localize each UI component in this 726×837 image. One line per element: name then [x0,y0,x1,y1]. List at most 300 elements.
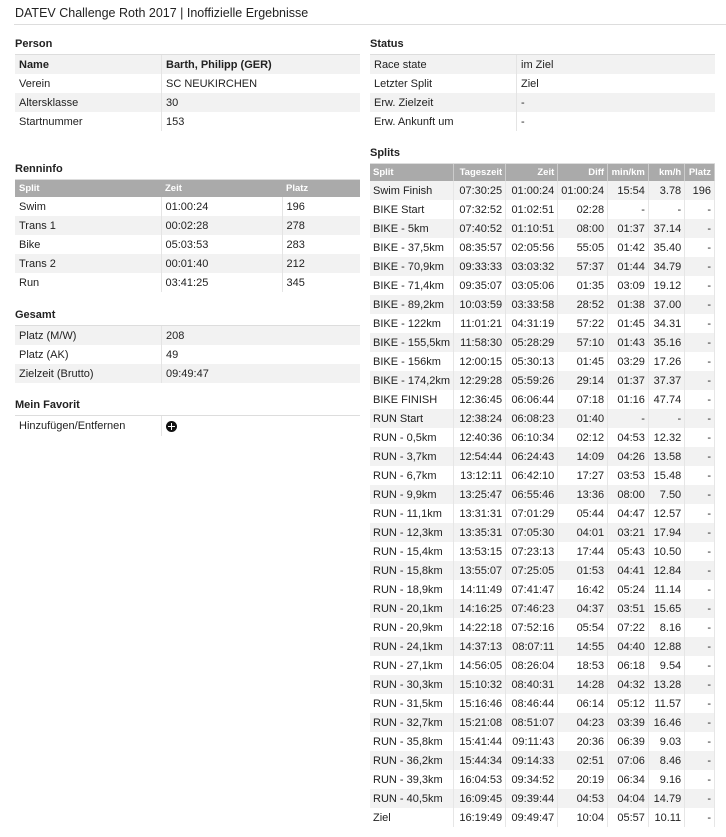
splits-cell: 17.94 [648,523,684,542]
splits-cell: 57:10 [558,333,608,352]
splits-cell: 04:53 [608,428,649,447]
splits-cell: 13:12:11 [454,466,506,485]
splits-cell: 08:07:11 [506,637,558,656]
splits-row [370,238,715,257]
splits-cell: 08:46:44 [506,694,558,713]
splits-cell: 03:51 [608,599,649,618]
splits-cell: 05:28:29 [506,333,558,352]
splits-cell: 37.00 [648,295,684,314]
renninfo-cell: Run [15,273,161,292]
splits-cell: 14.79 [648,789,684,808]
splits-cell: BIKE FINISH [370,390,454,409]
splits-cell: 10.11 [648,808,684,827]
splits-row [370,656,715,675]
person-row [15,93,360,112]
splits-cell: 05:54 [558,618,608,637]
status-value: Ziel [521,77,539,90]
splits-cell: 9.03 [648,732,684,751]
splits-cell: 05:44 [558,504,608,523]
splits-cell: 07:46:23 [506,599,558,618]
plus-circle-icon[interactable] [166,421,177,432]
splits-row [370,428,715,447]
splits-row [370,333,715,352]
renninfo-section [15,159,360,292]
splits-cell: 10:03:59 [454,295,506,314]
person-label: Verein [15,74,162,93]
splits-cell: 37.37 [648,371,684,390]
splits-cell: 16.46 [648,713,684,732]
renninfo-row [15,254,360,273]
splits-row [370,314,715,333]
splits-cell: - [685,238,715,257]
splits-cell: 12:38:24 [454,409,506,428]
splits-cell: - [685,618,715,637]
renninfo-cell: Bike [15,235,161,254]
splits-cell: 15:44:34 [454,751,506,770]
splits-cell: - [685,409,715,428]
splits-cell: 06:24:43 [506,447,558,466]
splits-cell: BIKE - 156km [370,352,454,371]
splits-cell: 14:37:13 [454,637,506,656]
splits-cell: 47.74 [648,390,684,409]
splits-cell: RUN - 32,7km [370,713,454,732]
splits-cell: 29:14 [558,371,608,390]
splits-cell: RUN - 0,5km [370,428,454,447]
favorit-table [15,416,360,436]
splits-cell: 55:05 [558,238,608,257]
splits-cell: 06:10:34 [506,428,558,447]
splits-row [370,599,715,618]
splits-cell: 05:43 [608,542,649,561]
gesamt-section [15,305,360,383]
splits-cell: 15:10:32 [454,675,506,694]
splits-cell: 8.16 [648,618,684,637]
splits-cell: 19.12 [648,276,684,295]
title-divider [14,24,726,25]
splits-cell: 05:59:26 [506,371,558,390]
splits-cell: BIKE - 71,4km [370,276,454,295]
splits-row [370,751,715,770]
splits-cell: 20:19 [558,770,608,789]
splits-cell: 18:53 [558,656,608,675]
splits-row [370,219,715,238]
splits-cell: 03:33:58 [506,295,558,314]
splits-cell: - [685,694,715,713]
splits-cell: RUN - 20,9km [370,618,454,637]
splits-cell: 14:22:18 [454,618,506,637]
splits-cell: 08:51:07 [506,713,558,732]
gesamt-row [15,345,360,364]
splits-cell: 07:01:29 [506,504,558,523]
splits-col-diff: Diff [558,164,608,181]
splits-cell: 01:44 [608,257,649,276]
splits-cell: 09:11:43 [506,732,558,751]
gesamt-table [15,326,360,383]
splits-row [370,675,715,694]
splits-cell: 01:02:51 [506,200,558,219]
splits-row [370,542,715,561]
splits-cell: RUN - 31,5km [370,694,454,713]
splits-cell: BIKE - 89,2km [370,295,454,314]
splits-cell: - [685,637,715,656]
splits-cell: - [685,219,715,238]
splits-cell: - [685,428,715,447]
splits-cell: 12.57 [648,504,684,523]
splits-cell: - [608,409,649,428]
splits-cell: 11:01:21 [454,314,506,333]
splits-cell: 06:39 [608,732,649,751]
splits-cell: - [685,656,715,675]
splits-cell: 01:00:24 [558,181,608,200]
splits-cell: - [685,257,715,276]
splits-row [370,447,715,466]
splits-cell: - [608,200,649,219]
splits-cell: 01:38 [608,295,649,314]
gesamt-value: 49 [166,348,179,361]
splits-cell: 14:11:49 [454,580,506,599]
splits-row [370,257,715,276]
splits-cell: BIKE - 70,9km [370,257,454,276]
splits-col-tageszeit: Tageszeit [454,164,506,181]
status-row [370,93,715,112]
splits-cell: 01:45 [558,352,608,371]
splits-cell: - [685,295,715,314]
splits-cell: - [685,732,715,751]
splits-cell: 15:16:46 [454,694,506,713]
splits-cell: 04:47 [608,504,649,523]
splits-cell: 14:56:05 [454,656,506,675]
splits-row [370,808,715,827]
splits-cell: 13.28 [648,675,684,694]
gesamt-label: Platz (AK) [15,345,162,364]
gesamt-label: Zielzeit (Brutto) [15,364,162,383]
splits-cell: 03:05:06 [506,276,558,295]
status-value: - [521,115,525,128]
splits-row [370,561,715,580]
splits-cell: RUN - 9,9km [370,485,454,504]
splits-cell: 12.84 [648,561,684,580]
splits-cell: 37.14 [648,219,684,238]
splits-cell: - [685,523,715,542]
splits-cell: 17:44 [558,542,608,561]
renninfo-cell: 03:41:25 [161,273,282,292]
person-row [15,112,360,131]
status-row [370,74,715,93]
splits-cell: 15.65 [648,599,684,618]
splits-cell: 11.14 [648,580,684,599]
renninfo-table [15,180,360,292]
status-label: Letzter Split [370,74,517,93]
splits-row [370,371,715,390]
splits-cell: 07:32:52 [454,200,506,219]
person-value: 30 [162,93,361,112]
splits-cell: 06:06:44 [506,390,558,409]
status-value: - [517,93,716,112]
splits-cell: 04:04 [608,789,649,808]
renninfo-cell: 00:02:28 [161,216,282,235]
renninfo-col-split: Split [15,180,161,197]
person-row [15,55,360,74]
splits-cell: 13:25:47 [454,485,506,504]
splits-cell: 28:52 [558,295,608,314]
splits-cell: RUN - 18,9km [370,580,454,599]
splits-cell: 09:34:52 [506,770,558,789]
favorit-label: Hinzufügen/Entfernen [15,416,162,436]
splits-cell: - [685,751,715,770]
splits-cell: 07:06 [608,751,649,770]
splits-row [370,580,715,599]
splits-cell: 12.88 [648,637,684,656]
splits-cell: 01:10:51 [506,219,558,238]
splits-cell: - [648,200,684,219]
person-value: 153 [166,115,185,128]
gesamt-row [15,364,360,383]
splits-cell: 10.50 [648,542,684,561]
splits-cell: 15:41:44 [454,732,506,751]
splits-cell: 01:16 [608,390,649,409]
splits-cell: 34.31 [648,314,684,333]
splits-cell: 35.16 [648,333,684,352]
splits-cell: - [685,314,715,333]
person-label: Startnummer [15,112,162,131]
splits-cell: 14:09 [558,447,608,466]
splits-cell: 12.32 [648,428,684,447]
splits-cell: 04:41 [608,561,649,580]
splits-cell: RUN - 12,3km [370,523,454,542]
splits-cell: 11:58:30 [454,333,506,352]
renninfo-cell: 345 [286,276,305,289]
splits-cell: 07:25:05 [506,561,558,580]
splits-cell: 57:37 [558,257,608,276]
splits-row [370,181,715,200]
splits-cell: 34.79 [648,257,684,276]
splits-cell: 04:37 [558,599,608,618]
splits-cell: 20:36 [558,732,608,751]
splits-cell: 04:40 [608,637,649,656]
splits-cell: - [685,713,715,732]
splits-cell: - [685,808,715,827]
renninfo-cell: 283 [286,238,305,251]
splits-cell: RUN - 24,1km [370,637,454,656]
splits-cell: - [685,333,715,352]
person-label: Name [15,55,162,74]
renninfo-cell: 212 [282,254,360,273]
splits-cell: 05:12 [608,694,649,713]
splits-cell: RUN - 11,1km [370,504,454,523]
splits-col-zeit: Zeit [506,164,558,181]
splits-cell: - [685,371,715,390]
splits-cell: RUN - 3,7km [370,447,454,466]
splits-cell: 08:40:31 [506,675,558,694]
splits-cell: 07:52:16 [506,618,558,637]
splits-cell: - [685,447,715,466]
renninfo-cell: Trans 1 [15,216,161,235]
splits-cell: 17.26 [648,352,684,371]
splits-cell: 06:18 [608,656,649,675]
splits-cell: 08:26:04 [506,656,558,675]
splits-cell: 04:32 [608,675,649,694]
splits-cell: RUN - 6,7km [370,466,454,485]
splits-cell: RUN - 15,4km [370,542,454,561]
splits-cell: 57:22 [558,314,608,333]
splits-cell: 09:35:07 [454,276,506,295]
splits-row [370,618,715,637]
person-row [15,74,360,93]
splits-cell: 08:00 [608,485,649,504]
person-table [15,55,360,131]
splits-cell: 03:29 [608,352,649,371]
status-label: Race state [370,55,517,74]
splits-row [370,770,715,789]
splits-cell: Ziel [370,808,454,827]
splits-cell: 196 [685,181,715,200]
page-title: DATEV Challenge Roth 2017 | Inoffizielle Ergebnisse [15,6,309,20]
splits-cell: 09:49:47 [506,808,558,827]
splits-row [370,732,715,751]
renninfo-col-platz: Platz [282,180,360,197]
splits-cell: RUN - 15,8km [370,561,454,580]
splits-row [370,485,715,504]
renninfo-cell: 00:01:40 [161,254,282,273]
splits-cell: 03:03:32 [506,257,558,276]
splits-cell: 04:23 [558,713,608,732]
splits-cell: 09:33:33 [454,257,506,276]
splits-cell: 14:28 [558,675,608,694]
renninfo-cell: Trans 2 [15,254,161,273]
splits-cell: 06:42:10 [506,466,558,485]
splits-cell: 01:37 [608,219,649,238]
splits-cell: 12:40:36 [454,428,506,447]
splits-col-km-h: km/h [648,164,684,181]
splits-cell: 06:08:23 [506,409,558,428]
splits-cell: RUN - 39,3km [370,770,454,789]
splits-cell: RUN Start [370,409,454,428]
splits-row [370,789,715,808]
person-value: SC NEUKIRCHEN [166,77,258,90]
splits-heading: Splits [370,143,715,164]
splits-cell: - [685,542,715,561]
renninfo-cell: 01:00:24 [161,197,282,216]
splits-cell: 16:42 [558,580,608,599]
splits-row [370,694,715,713]
splits-cell: - [685,200,715,219]
splits-cell: 16:19:49 [454,808,506,827]
splits-row [370,523,715,542]
favorit-section [15,395,360,436]
splits-cell: 01:53 [558,561,608,580]
renninfo-row [15,197,360,216]
status-value: im Ziel [517,55,716,74]
splits-cell: 9.54 [648,656,684,675]
splits-cell: 08:00 [558,219,608,238]
splits-cell: - [685,580,715,599]
splits-cell: 17:27 [558,466,608,485]
splits-cell: 13:55:07 [454,561,506,580]
splits-cell: 02:28 [558,200,608,219]
status-label: Erw. Ankunft um [370,112,517,131]
splits-cell: 12:29:28 [454,371,506,390]
splits-cell: BIKE - 155,5km [370,333,454,352]
splits-cell: - [685,770,715,789]
splits-cell: RUN - 40,5km [370,789,454,808]
splits-cell: 13:53:15 [454,542,506,561]
splits-cell: 07:41:47 [506,580,558,599]
splits-cell: BIKE Start [370,200,454,219]
person-label: Altersklasse [15,93,162,112]
splits-cell: 13:36 [558,485,608,504]
splits-cell: Swim Finish [370,181,454,200]
splits-cell: 01:40 [558,409,608,428]
splits-cell: 12:54:44 [454,447,506,466]
gesamt-row [15,326,360,345]
splits-cell: - [685,599,715,618]
favorit-heading: Mein Favorit [15,395,360,416]
splits-cell: BIKE - 122km [370,314,454,333]
splits-cell: 01:42 [608,238,649,257]
splits-row [370,409,715,428]
splits-cell: 7.50 [648,485,684,504]
splits-cell: 04:53 [558,789,608,808]
status-label: Erw. Zielzeit [370,93,517,112]
splits-row [370,352,715,371]
gesamt-value: 09:49:47 [162,364,361,383]
splits-cell: 9.16 [648,770,684,789]
renninfo-row [15,235,360,254]
splits-cell: - [685,352,715,371]
splits-cell: 01:00:24 [506,181,558,200]
splits-cell: 15:54 [608,181,649,200]
splits-cell: - [685,466,715,485]
splits-cell: 06:34 [608,770,649,789]
splits-cell: 01:37 [608,371,649,390]
splits-cell: 03:21 [608,523,649,542]
splits-cell: 16:09:45 [454,789,506,808]
splits-cell: BIKE - 174,2km [370,371,454,390]
splits-cell: - [685,276,715,295]
splits-cell: - [685,675,715,694]
splits-cell: 10:04 [558,808,608,827]
splits-row [370,295,715,314]
splits-section [370,143,715,827]
splits-cell: 14:55 [558,637,608,656]
splits-cell: BIKE - 5km [370,219,454,238]
renninfo-cell: Swim [15,197,161,216]
splits-row [370,200,715,219]
person-heading: Person [15,34,360,55]
renninfo-row [15,273,360,292]
renninfo-cell: 05:03:53 [161,235,282,254]
splits-cell: 07:23:13 [506,542,558,561]
gesamt-label: Platz (M/W) [15,326,162,345]
splits-cell: 05:57 [608,808,649,827]
renninfo-heading: Renninfo [15,159,360,180]
splits-cell: 07:30:25 [454,181,506,200]
splits-cell: 14:16:25 [454,599,506,618]
status-row [370,55,715,74]
splits-cell: 02:05:56 [506,238,558,257]
splits-cell: 07:18 [558,390,608,409]
splits-cell: 06:14 [558,694,608,713]
splits-cell: 04:31:19 [506,314,558,333]
splits-row [370,504,715,523]
splits-cell: 03:53 [608,466,649,485]
splits-row [370,466,715,485]
splits-cell: 12:36:45 [454,390,506,409]
renninfo-cell: 196 [286,200,305,213]
splits-cell: 13:35:31 [454,523,506,542]
gesamt-value: 208 [162,326,361,345]
splits-cell: 3.78 [648,181,684,200]
